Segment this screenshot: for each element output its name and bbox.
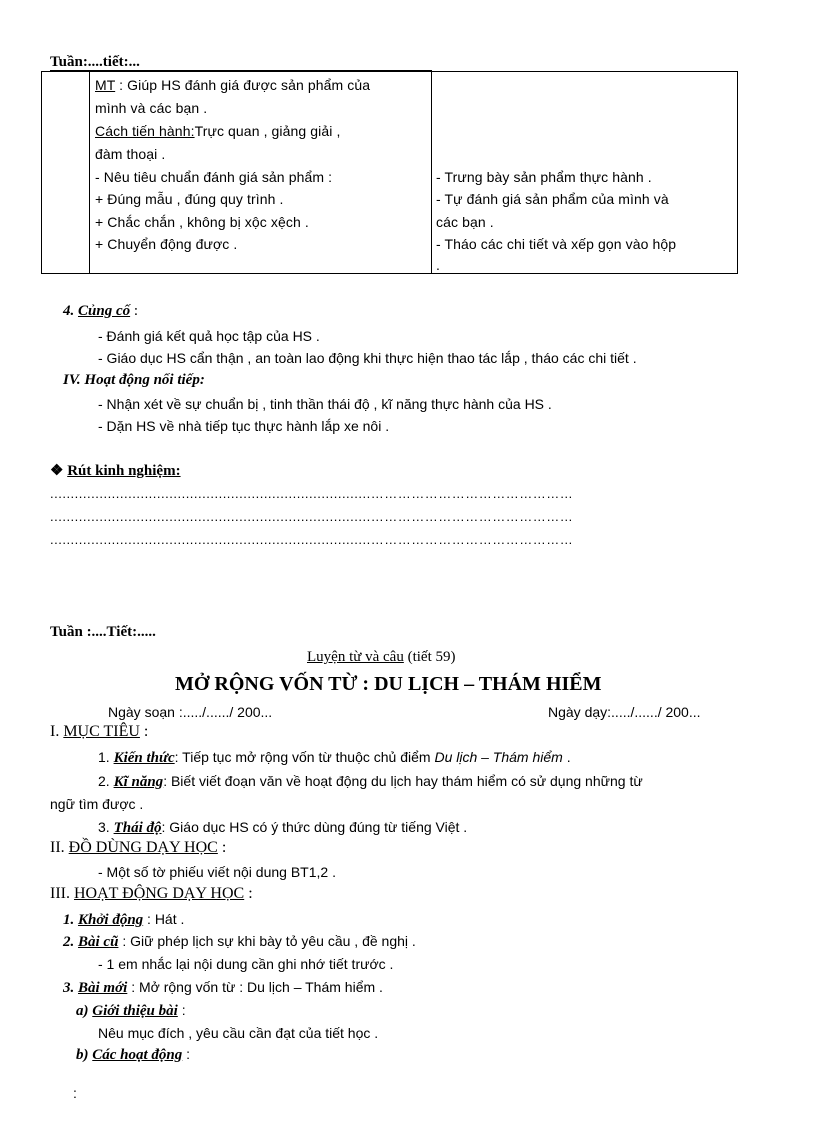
experience-dotted-line: ..............................................................................……………………………………… — [50, 532, 574, 547]
table-cell-line: đàm thoại . — [95, 146, 166, 162]
week-header-top: Tuần:....tiết:... — [50, 54, 140, 70]
bullet-icon: ❖ — [50, 463, 64, 479]
table-cell-line: - Tháo các chi tiết và xếp gọn vào hộp — [436, 236, 677, 252]
table-cell-line: + Đúng mẫu , đúng quy trình . — [95, 191, 284, 207]
follow-up-item: - Nhận xét về sự chuẩn bị , tinh thần thái độ , kĩ năng thực hành của HS . — [98, 396, 552, 412]
objective-skills: 2. Kĩ năng: Biết viết đoạn văn về hoạt động du lịch hay thám hiểm có sử dụng những từ — [98, 773, 643, 790]
experience-heading: ❖ Rút kinh nghiệm: — [50, 463, 181, 479]
consolidation-item: - Giáo dục HS cẩn thận , an toàn lao động khi thực hiện thao tác lắp , tháo các chi tiết . — [98, 350, 637, 366]
table-cell-line: mình và các bạn . — [95, 100, 208, 116]
consolidation-item: - Đánh giá kết quả học tập của HS . — [98, 328, 320, 344]
objective-skills-cont: ngữ tìm được . — [50, 796, 144, 812]
follow-up-heading: IV. Hoạt động nối tiếp: — [63, 372, 205, 388]
activity-new-lesson: 3. Bài mới : Mở rộng vốn từ : Du lịch – Thám hiểm . — [63, 979, 383, 996]
activity-review: 2. Bài cũ : Giữ phép lịch sự khi bày tỏ yêu cầu , đề nghị . — [63, 933, 416, 950]
table-cell-line: - Tự đánh giá sản phẩm của mình và — [436, 191, 669, 207]
objectives-heading: I. MỤC TIÊU : — [50, 723, 149, 740]
prep-date: Ngày soạn :...../....../ 200... — [108, 704, 273, 720]
week-header-bottom: Tuần :....Tiết:..... — [50, 624, 156, 640]
activity-sub-heading: b) Các hoạt động : — [76, 1046, 191, 1063]
experience-dotted-line: ..............................................................................……………………………………… — [50, 486, 574, 501]
table-cell-line: - Nêu tiêu chuẩn đánh giá sản phẩm : — [95, 169, 333, 185]
materials-heading: II. ĐỒ DÙNG DẠY HỌC : — [50, 839, 227, 856]
consolidation-heading: 4. Củng cố : — [63, 303, 139, 319]
activity-intro-item: Nêu mục đích , yêu cầu cần đạt của tiết học . — [98, 1025, 379, 1041]
objective-knowledge: 1. Kiến thức: Tiếp tục mở rộng vốn từ thuộc chủ điểm Du lịch – Thám hiểm . — [98, 749, 571, 766]
table-cell-line: MT : Giúp HS đánh giá được sản phẩm của — [95, 77, 371, 93]
activity-table — [41, 71, 738, 274]
table-divider-right — [431, 72, 432, 273]
activity-intro: a) Giới thiệu bài : — [76, 1002, 186, 1019]
activity-warmup: 1. Khởi động : Hát . — [63, 911, 185, 928]
table-cell-line: + Chắc chắn , không bị xộc xệch . — [95, 214, 309, 230]
page-title: MỞ RỘNG VỐN TỪ : DU LỊCH – THÁM HIỂM — [175, 673, 602, 695]
experience-dotted-line: ..............................................................................……………………………………… — [50, 509, 574, 524]
activity-review-item: - 1 em nhắc lại nội dung cần ghi nhớ tiết trước . — [98, 956, 394, 972]
table-divider-left — [89, 72, 90, 273]
materials-item: - Một số tờ phiếu viết nội dung BT1,2 . — [98, 864, 336, 880]
table-cell-line: Cách tiến hành:Trực quan , giảng giải , — [95, 123, 341, 139]
table-cell-line: + Chuyển động được . — [95, 236, 238, 252]
table-cell-line: - Trưng bày sản phẩm thực hành . — [436, 169, 652, 185]
teach-date: Ngày dạy:...../....../ 200... — [548, 704, 701, 720]
table-cell-line: . — [436, 257, 440, 273]
follow-up-item: - Dặn HS về nhà tiếp tục thực hành lắp xe nôi . — [98, 418, 390, 434]
trailing-colon: : — [73, 1085, 77, 1101]
table-cell-line: các bạn . — [436, 214, 494, 230]
activities-heading: III. HOẠT ĐỘNG DẠY HỌC : — [50, 885, 253, 902]
objective-attitude: 3. Thái độ: Giáo dục HS có ý thức dùng đúng từ tiếng Việt . — [98, 819, 468, 836]
subject-line: Luyện từ và câu (tiết 59) — [307, 649, 456, 665]
